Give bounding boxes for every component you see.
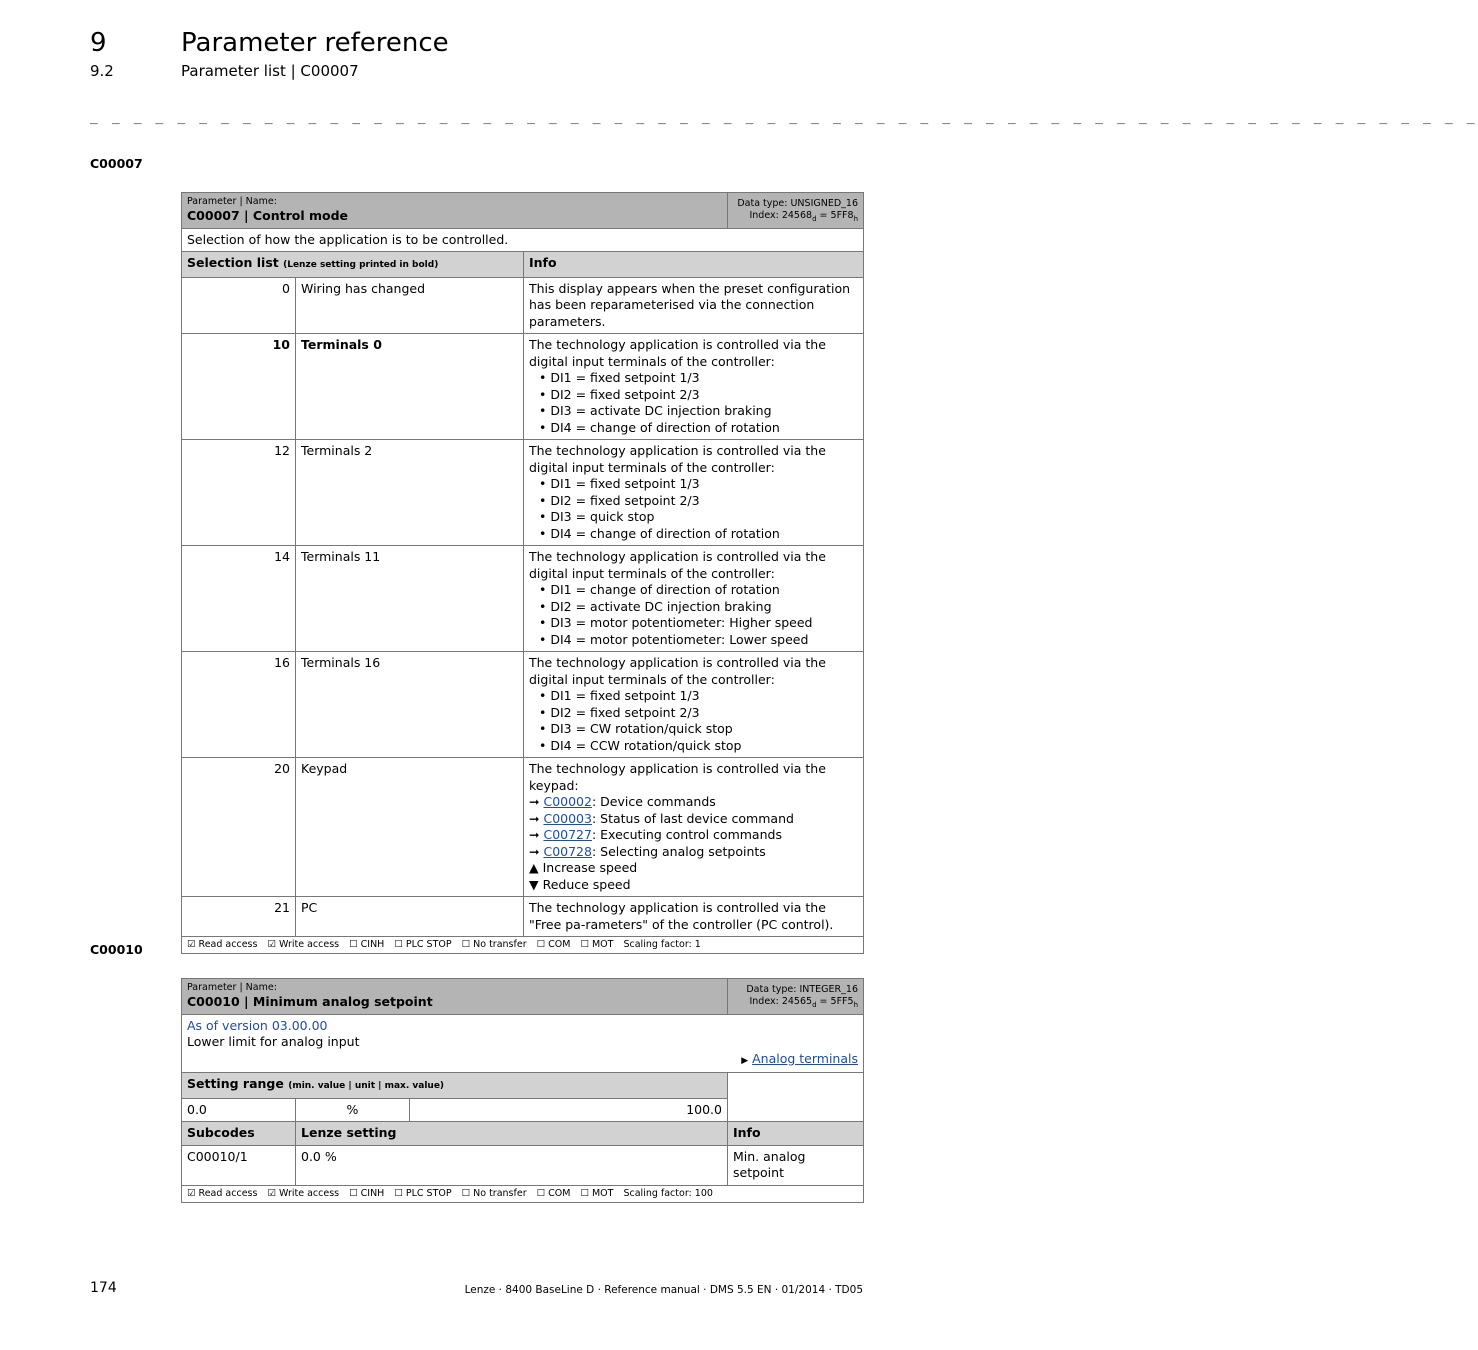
keypad-link-row bbox=[529, 794, 858, 811]
info-bullet: • DI2 = fixed setpoint 2/3 bbox=[539, 386, 700, 402]
access-item: ☑ Write access bbox=[267, 1187, 340, 1199]
description-cell bbox=[182, 1014, 864, 1073]
access-items bbox=[187, 1188, 723, 1199]
access-row bbox=[182, 937, 864, 954]
access-row bbox=[182, 1185, 864, 1202]
selection-label: Wiring has changed bbox=[296, 277, 524, 334]
parameter-link[interactable]: C00727 bbox=[543, 827, 592, 843]
setting-range-header: Setting range (min. value | unit | max. value) bbox=[182, 1073, 728, 1099]
info-text: The technology application is controlled via the digital input terminals of the controller: bbox=[529, 655, 826, 687]
chapter-number: 9 bbox=[90, 28, 107, 58]
selection-info bbox=[524, 897, 864, 937]
info-text: The technology application is controlled via the "Free pa-rameters" of the controller (PC control). bbox=[529, 900, 834, 932]
info-bullet: • DI2 = activate DC injection braking bbox=[539, 598, 772, 614]
selection-info bbox=[524, 758, 864, 897]
section-title: Parameter list | C00007 bbox=[181, 62, 359, 80]
page-number: 174 bbox=[90, 1280, 117, 1296]
info-text: The technology application is controlled via the digital input terminals of the controller: bbox=[529, 443, 826, 475]
description: Selection of how the application is to be controlled. bbox=[182, 228, 864, 252]
info-bullet: • DI3 = quick stop bbox=[539, 509, 655, 525]
info-bullet: • DI1 = fixed setpoint 1/3 bbox=[539, 688, 700, 704]
subcodes-header: Subcodes bbox=[182, 1122, 296, 1146]
selection-label: PC bbox=[296, 897, 524, 937]
arrow-right-icon: ▶ bbox=[741, 1055, 749, 1066]
access-item: ☐ COM bbox=[536, 1187, 571, 1199]
footer-text: Lenze · 8400 BaseLine D · Reference manual · DMS 5.5 EN · 01/2014 · TD05 bbox=[464, 1284, 863, 1296]
access-item: ☑ Write access bbox=[267, 939, 340, 951]
selection-info bbox=[524, 546, 864, 652]
access-item: ☐ CINH bbox=[349, 1187, 385, 1199]
analog-terminals-link[interactable]: Analog terminals bbox=[752, 1050, 858, 1066]
access-item: ☐ No transfer bbox=[461, 939, 527, 951]
selection-info bbox=[524, 334, 864, 440]
selection-label: Keypad bbox=[296, 758, 524, 897]
param-label: Parameter | Name: bbox=[187, 982, 277, 993]
parameter-link[interactable]: C00728 bbox=[543, 843, 592, 859]
info-text: The technology application is controlled via the digital input terminals of the controller: bbox=[529, 549, 826, 581]
selection-row bbox=[182, 334, 864, 440]
selection-row bbox=[182, 440, 864, 546]
selection-value: 20 bbox=[182, 758, 296, 897]
keypad-link-row bbox=[529, 811, 858, 828]
info-text: This display appears when the preset configuration has been reparameterised via the connection parameters. bbox=[529, 280, 851, 329]
info-bullet: • DI1 = fixed setpoint 1/3 bbox=[539, 370, 700, 386]
description: Lower limit for analog input bbox=[187, 1034, 360, 1050]
datatype: Data type: INTEGER_16 bbox=[746, 984, 858, 995]
info-header: Info bbox=[524, 252, 864, 278]
info-bullet: • DI3 = motor potentiometer: Higher speed bbox=[539, 615, 813, 631]
access-item: Scaling factor: 1 bbox=[623, 939, 701, 951]
selection-value: 16 bbox=[182, 652, 296, 758]
info-bullet: • DI3 = CW rotation/quick stop bbox=[539, 721, 733, 737]
info-text: The technology application is controlled via the keypad: bbox=[529, 761, 826, 793]
access-item: ☐ No transfer bbox=[461, 1187, 527, 1199]
selection-row bbox=[182, 897, 864, 937]
access-items bbox=[187, 939, 711, 950]
keypad-link-row bbox=[529, 844, 858, 861]
info-text: The technology application is controlled via the digital input terminals of the controller: bbox=[529, 337, 826, 369]
access-item: ☐ MOT bbox=[580, 1187, 614, 1199]
info-bullet: • DI4 = CCW rotation/quick stop bbox=[539, 737, 742, 753]
link-description: : Device commands bbox=[591, 794, 716, 810]
info-bullet: • DI1 = change of direction of rotation bbox=[539, 582, 780, 598]
selection-info bbox=[524, 440, 864, 546]
link-row bbox=[187, 1051, 858, 1070]
access-item: ☑ Read access bbox=[187, 939, 258, 951]
selection-value: 0 bbox=[182, 277, 296, 334]
selection-info bbox=[524, 652, 864, 758]
c00007-table bbox=[181, 192, 864, 954]
access-item: ☐ CINH bbox=[349, 939, 385, 951]
selection-row bbox=[182, 277, 864, 334]
selection-list-header: Selection list (Lenze setting printed in bold) bbox=[182, 252, 524, 278]
datatype-cell bbox=[728, 193, 864, 229]
arrow-right-icon: ➞ bbox=[529, 843, 540, 859]
param-name-cell bbox=[182, 979, 728, 1015]
c00007-heading: C00007 bbox=[90, 156, 143, 171]
access-item: ☐ PLC STOP bbox=[394, 1187, 452, 1199]
parameter-link[interactable]: C00003 bbox=[543, 810, 592, 826]
access-item: ☑ Read access bbox=[187, 1187, 258, 1199]
selection-value: 10 bbox=[182, 334, 296, 440]
selection-value: 12 bbox=[182, 440, 296, 546]
selection-row bbox=[182, 546, 864, 652]
param-label: Parameter | Name: bbox=[187, 196, 277, 207]
section-number: 9.2 bbox=[90, 62, 114, 80]
datatype: Data type: UNSIGNED_16 bbox=[737, 198, 858, 209]
selection-info bbox=[524, 277, 864, 334]
link-description: : Selecting analog setpoints bbox=[591, 843, 766, 859]
index: Index: $24565_d = 5FF5_h$ bbox=[749, 996, 858, 1009]
version-note: As of version 03.00.00 bbox=[187, 1017, 328, 1033]
access-item: ☐ COM bbox=[536, 939, 571, 951]
datatype-cell bbox=[728, 979, 864, 1015]
info-bullet: • DI4 = change of direction of rotation bbox=[539, 525, 780, 541]
selection-rows bbox=[182, 277, 864, 937]
range-unit: % bbox=[296, 1098, 410, 1122]
selection-row bbox=[182, 652, 864, 758]
subcode-info: Min. analog setpoint bbox=[728, 1145, 864, 1185]
param-name: C00007 | Control mode bbox=[187, 208, 348, 223]
header-separator: _ _ _ _ _ _ _ _ _ _ _ _ _ _ _ _ _ _ _ _ _ _ _ _ _ _ _ _ _ _ _ _ _ _ _ _ _ _ _ _ _ _ _ _ _ _ _ _ _ _ _ _ _ _ _ _ _ _ _ _ _ _ _ _ bbox=[90, 110, 1478, 125]
access-item: ☐ PLC STOP bbox=[394, 939, 452, 951]
arrow-right-icon: ➞ bbox=[529, 794, 540, 810]
range-max: 100.0 bbox=[410, 1098, 728, 1122]
reduce-speed-note: ▼ Reduce speed bbox=[529, 876, 631, 892]
info-header: Info bbox=[728, 1122, 864, 1146]
lenze-setting: 0.0 % bbox=[296, 1145, 728, 1185]
empty-cell bbox=[728, 1073, 864, 1122]
link-description: : Executing control commands bbox=[591, 827, 782, 843]
link-description: : Status of last device command bbox=[591, 810, 794, 826]
chapter-title: Parameter reference bbox=[181, 28, 449, 58]
info-bullet: • DI2 = fixed setpoint 2/3 bbox=[539, 704, 700, 720]
param-name: C00010 | Minimum analog setpoint bbox=[187, 994, 433, 1009]
increase-speed-note: ▲ Increase speed bbox=[529, 860, 638, 876]
subcode: C00010/1 bbox=[182, 1145, 296, 1185]
selection-label: Terminals 0 bbox=[296, 334, 524, 440]
selection-label: Terminals 2 bbox=[296, 440, 524, 546]
arrow-right-icon: ➞ bbox=[529, 810, 540, 826]
c00010-table bbox=[181, 978, 864, 1203]
index: Index: $24568_d = 5FF8_h$ bbox=[749, 210, 858, 223]
selection-row bbox=[182, 758, 864, 897]
access-item: Scaling factor: 100 bbox=[623, 1187, 713, 1199]
lenze-setting-header: Lenze setting bbox=[296, 1122, 728, 1146]
range-min: 0.0 bbox=[182, 1098, 296, 1122]
info-bullet: • DI4 = motor potentiometer: Lower speed bbox=[539, 631, 809, 647]
info-bullet: • DI2 = fixed setpoint 2/3 bbox=[539, 492, 700, 508]
param-name-cell bbox=[182, 193, 728, 229]
selection-value: 21 bbox=[182, 897, 296, 937]
selection-label: Terminals 11 bbox=[296, 546, 524, 652]
selection-label: Terminals 16 bbox=[296, 652, 524, 758]
info-bullet: • DI4 = change of direction of rotation bbox=[539, 419, 780, 435]
info-bullet: • DI1 = fixed setpoint 1/3 bbox=[539, 476, 700, 492]
info-bullet: • DI3 = activate DC injection braking bbox=[539, 403, 772, 419]
c00010-heading: C00010 bbox=[90, 942, 143, 957]
access-item: ☐ MOT bbox=[580, 939, 614, 951]
parameter-link[interactable]: C00002 bbox=[543, 794, 592, 810]
selection-value: 14 bbox=[182, 546, 296, 652]
arrow-right-icon: ➞ bbox=[529, 827, 540, 843]
keypad-link-row bbox=[529, 827, 858, 844]
